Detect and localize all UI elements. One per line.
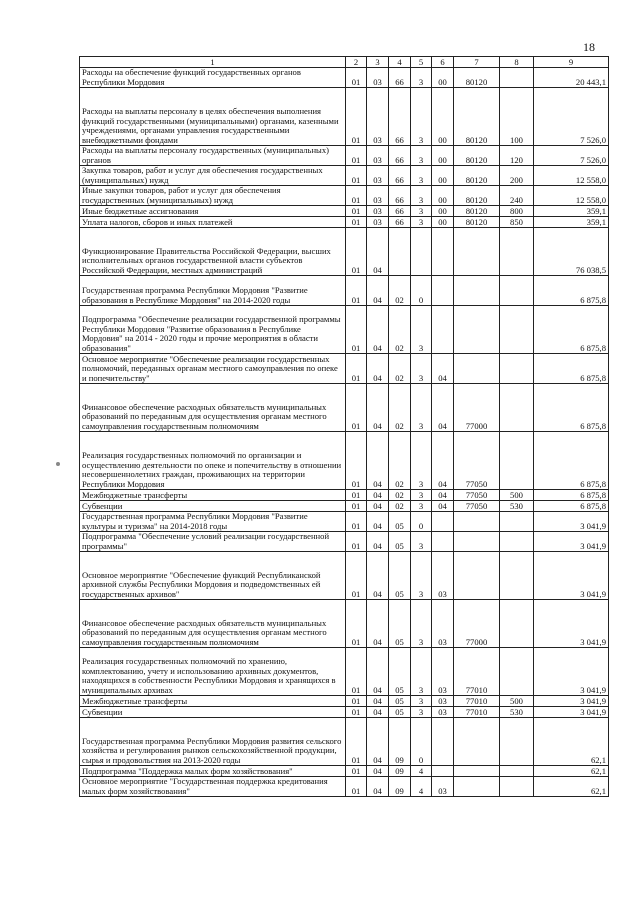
- program-code-cell: 66: [389, 146, 411, 166]
- activity-code-cell: [432, 276, 454, 306]
- program-code-cell: 66: [389, 206, 411, 217]
- row-name-cell: Иные закупки товаров, работ и услуг для обеспечения государственных (муниципальных) нужд: [80, 186, 346, 206]
- program-code-cell: 02: [389, 384, 411, 432]
- section-code-cell: 01: [346, 707, 367, 718]
- row-name-cell: Реализация государственных полномочий по хранению, комплектованию, учету и использованию архивных документов, находящихся в собственности Республики Мордовия и хранящихся в муниципальных архивах: [80, 648, 346, 696]
- subsection-code-cell: 04: [367, 432, 389, 490]
- subprogram-code-cell: 4: [411, 766, 432, 777]
- table-row: [80, 146, 609, 166]
- section-code-cell: 01: [346, 600, 367, 648]
- subprogram-code-cell: 3: [411, 501, 432, 512]
- activity-code-cell: 03: [432, 648, 454, 696]
- table-row: [80, 68, 609, 88]
- subsection-code-cell: 04: [367, 696, 389, 707]
- section-code-cell: 01: [346, 766, 367, 777]
- program-code-cell: 66: [389, 186, 411, 206]
- section-code-cell: 01: [346, 186, 367, 206]
- amount-cell: 62,1: [534, 766, 609, 777]
- expense-type-cell: 200: [500, 166, 534, 186]
- table-row: [80, 432, 609, 490]
- program-code-cell: 05: [389, 552, 411, 600]
- subprogram-code-cell: 3: [411, 600, 432, 648]
- section-code-cell: 01: [346, 166, 367, 186]
- direction-code-cell: 77010: [454, 696, 500, 707]
- activity-code-cell: 04: [432, 501, 454, 512]
- row-name-cell: Субвенции: [80, 501, 346, 512]
- amount-cell: 62,1: [534, 777, 609, 797]
- activity-code-cell: 03: [432, 552, 454, 600]
- table-row: [80, 777, 609, 797]
- expense-type-cell: [500, 306, 534, 354]
- table-row: [80, 490, 609, 501]
- subprogram-code-cell: 3: [411, 146, 432, 166]
- direction-code-cell: 80120: [454, 206, 500, 217]
- subsection-code-cell: 04: [367, 228, 389, 276]
- expense-type-cell: 850: [500, 217, 534, 228]
- subprogram-code-cell: 3: [411, 68, 432, 88]
- subprogram-code-cell: 3: [411, 490, 432, 501]
- subprogram-code-cell: 3: [411, 206, 432, 217]
- subprogram-code-cell: 0: [411, 276, 432, 306]
- activity-code-cell: 04: [432, 384, 454, 432]
- activity-code-cell: [432, 718, 454, 766]
- expense-type-cell: [500, 228, 534, 276]
- subprogram-code-cell: 3: [411, 696, 432, 707]
- row-name-cell: Основное мероприятие "Государственная поддержка кредитования малых форм хозяйствования": [80, 777, 346, 797]
- table-row: [80, 648, 609, 696]
- expense-type-cell: 530: [500, 501, 534, 512]
- subprogram-code-cell: 3: [411, 532, 432, 552]
- section-code-cell: 01: [346, 354, 367, 384]
- table-row: [80, 306, 609, 354]
- direction-code-cell: [454, 228, 500, 276]
- program-code-cell: 05: [389, 600, 411, 648]
- table-row: [80, 512, 609, 532]
- expense-type-cell: [500, 276, 534, 306]
- activity-code-cell: 00: [432, 88, 454, 146]
- expense-type-cell: [500, 532, 534, 552]
- subsection-code-cell: 04: [367, 512, 389, 532]
- table-row: [80, 88, 609, 146]
- row-name-cell: Расходы на выплаты персоналу в целях обеспечения выполнения функций государственными (муниципальными) органами, казенными учреждениями, органами управления государственными внебюджетными фондами: [80, 88, 346, 146]
- direction-code-cell: 77050: [454, 490, 500, 501]
- subsection-code-cell: 04: [367, 276, 389, 306]
- section-code-cell: 01: [346, 276, 367, 306]
- activity-code-cell: 00: [432, 186, 454, 206]
- program-code-cell: 02: [389, 354, 411, 384]
- amount-cell: 3 041,9: [534, 707, 609, 718]
- table-row: [80, 186, 609, 206]
- table-row: [80, 217, 609, 228]
- table-row: [80, 766, 609, 777]
- subprogram-code-cell: 3: [411, 648, 432, 696]
- subprogram-code-cell: 3: [411, 552, 432, 600]
- program-code-cell: 05: [389, 696, 411, 707]
- direction-code-cell: 77050: [454, 501, 500, 512]
- subprogram-code-cell: 3: [411, 432, 432, 490]
- section-code-cell: 01: [346, 68, 367, 88]
- activity-code-cell: 00: [432, 166, 454, 186]
- subprogram-code-cell: 3: [411, 166, 432, 186]
- expense-type-cell: [500, 718, 534, 766]
- table-row: [80, 166, 609, 186]
- subsection-code-cell: 04: [367, 354, 389, 384]
- activity-code-cell: [432, 512, 454, 532]
- section-code-cell: 01: [346, 306, 367, 354]
- section-code-cell: 01: [346, 432, 367, 490]
- row-name-cell: Государственная программа Республики Мордовия развития сельского хозяйства и регулирования рынков сельскохозяйственной продукции, сырья и продовольствия на 2013-2020 годы: [80, 718, 346, 766]
- program-code-cell: 66: [389, 217, 411, 228]
- budget-table: [79, 56, 609, 797]
- amount-cell: 7 526,0: [534, 146, 609, 166]
- section-code-cell: 01: [346, 648, 367, 696]
- table-row: [80, 696, 609, 707]
- subsection-code-cell: 03: [367, 88, 389, 146]
- row-name-cell: Государственная программа Республики Мордовия "Развитие культуры и туризма" на 2014-2018 годы: [80, 512, 346, 532]
- activity-code-cell: 03: [432, 777, 454, 797]
- row-name-cell: Закупка товаров, работ и услуг для обеспечения государственных (муниципальных) нужд: [80, 166, 346, 186]
- subsection-code-cell: 04: [367, 552, 389, 600]
- row-name-cell: Расходы на обеспечение функций государственных органов Республики Мордовия: [80, 68, 346, 88]
- subprogram-code-cell: [411, 228, 432, 276]
- table-row: [80, 718, 609, 766]
- row-name-cell: Реализация государственных полномочий по организации и осуществлению деятельности по опеке и попечительству в отношении несовершеннолетних граждан, проживающих на территории Республики Мордовия: [80, 432, 346, 490]
- expense-type-cell: 120: [500, 146, 534, 166]
- amount-cell: 6 875,8: [534, 432, 609, 490]
- activity-code-cell: 04: [432, 432, 454, 490]
- activity-code-cell: 03: [432, 707, 454, 718]
- subprogram-code-cell: 3: [411, 186, 432, 206]
- table-row: [80, 276, 609, 306]
- direction-code-cell: 80120: [454, 166, 500, 186]
- expense-type-cell: [500, 552, 534, 600]
- program-code-cell: 02: [389, 276, 411, 306]
- column-header-2: 2: [346, 57, 367, 68]
- subprogram-code-cell: 4: [411, 777, 432, 797]
- activity-code-cell: [432, 532, 454, 552]
- expense-type-cell: 800: [500, 206, 534, 217]
- table-row: [80, 552, 609, 600]
- subprogram-code-cell: 0: [411, 512, 432, 532]
- table-row: [80, 206, 609, 217]
- program-code-cell: 05: [389, 532, 411, 552]
- program-code-cell: 66: [389, 166, 411, 186]
- activity-code-cell: [432, 228, 454, 276]
- program-code-cell: 02: [389, 501, 411, 512]
- amount-cell: 3 041,9: [534, 512, 609, 532]
- section-code-cell: 01: [346, 146, 367, 166]
- column-header-5: 5: [411, 57, 432, 68]
- section-code-cell: 01: [346, 718, 367, 766]
- program-code-cell: 09: [389, 718, 411, 766]
- section-code-cell: 01: [346, 217, 367, 228]
- program-code-cell: 02: [389, 432, 411, 490]
- direction-code-cell: 77000: [454, 384, 500, 432]
- expense-type-cell: [500, 777, 534, 797]
- amount-cell: 7 526,0: [534, 88, 609, 146]
- expense-type-cell: [500, 766, 534, 777]
- row-name-cell: Подпрограмма "Обеспечение условий реализации государственной программы": [80, 532, 346, 552]
- column-header-8: 8: [500, 57, 534, 68]
- amount-cell: 12 558,0: [534, 186, 609, 206]
- table-row: [80, 501, 609, 512]
- amount-cell: 76 038,5: [534, 228, 609, 276]
- row-name-cell: Финансовое обеспечение расходных обязательств муниципальных образований по переданным для осуществления органам местного самоуправления государственным полномочиям: [80, 600, 346, 648]
- subsection-code-cell: 03: [367, 206, 389, 217]
- section-code-cell: 01: [346, 552, 367, 600]
- program-code-cell: 09: [389, 766, 411, 777]
- section-code-cell: 01: [346, 777, 367, 797]
- amount-cell: 6 875,8: [534, 384, 609, 432]
- row-name-cell: Уплата налогов, сборов и иных платежей: [80, 217, 346, 228]
- activity-code-cell: 04: [432, 354, 454, 384]
- section-code-cell: 01: [346, 696, 367, 707]
- table-row: [80, 600, 609, 648]
- subsection-code-cell: 04: [367, 718, 389, 766]
- amount-cell: 12 558,0: [534, 166, 609, 186]
- activity-code-cell: 00: [432, 217, 454, 228]
- subsection-code-cell: 04: [367, 532, 389, 552]
- column-header-7: 7: [454, 57, 500, 68]
- program-code-cell: 05: [389, 648, 411, 696]
- direction-code-cell: [454, 766, 500, 777]
- activity-code-cell: 00: [432, 206, 454, 217]
- amount-cell: 6 875,8: [534, 306, 609, 354]
- section-code-cell: 01: [346, 512, 367, 532]
- row-name-cell: Финансовое обеспечение расходных обязательств муниципальных образований по переданным для осуществления органам местного самоуправления государственным полномочиям: [80, 384, 346, 432]
- amount-cell: 6 875,8: [534, 490, 609, 501]
- direction-code-cell: [454, 354, 500, 384]
- section-code-cell: 01: [346, 532, 367, 552]
- section-code-cell: 01: [346, 490, 367, 501]
- amount-cell: 20 443,1: [534, 68, 609, 88]
- subsection-code-cell: 04: [367, 306, 389, 354]
- subsection-code-cell: 03: [367, 166, 389, 186]
- row-name-cell: Основное мероприятие "Обеспечение реализации государственных полномочий, переданных органам местного самоуправления по опеке и попечительству": [80, 354, 346, 384]
- activity-code-cell: [432, 306, 454, 354]
- column-header-4: 4: [389, 57, 411, 68]
- activity-code-cell: 00: [432, 68, 454, 88]
- direction-code-cell: [454, 552, 500, 600]
- direction-code-cell: 77010: [454, 648, 500, 696]
- row-name-cell: Подпрограмма "Обеспечение реализации государственной программы Республики Мордовия "Развитие образования в Республике Мордовия" на 2014 - 2020 годы и прочие мероприятия в области образования": [80, 306, 346, 354]
- row-name-cell: Межбюджетные трансферты: [80, 696, 346, 707]
- amount-cell: 3 041,9: [534, 648, 609, 696]
- subprogram-code-cell: 0: [411, 718, 432, 766]
- activity-code-cell: 03: [432, 600, 454, 648]
- column-header-3: 3: [367, 57, 389, 68]
- section-code-cell: 01: [346, 228, 367, 276]
- direction-code-cell: 77000: [454, 600, 500, 648]
- subsection-code-cell: 03: [367, 68, 389, 88]
- expense-type-cell: [500, 354, 534, 384]
- direction-code-cell: [454, 512, 500, 532]
- subprogram-code-cell: 3: [411, 88, 432, 146]
- expense-type-cell: 500: [500, 490, 534, 501]
- expense-type-cell: [500, 512, 534, 532]
- column-header-1: 1: [80, 57, 346, 68]
- row-name-cell: Подпрограмма "Поддержка малых форм хозяйствования": [80, 766, 346, 777]
- direction-code-cell: [454, 532, 500, 552]
- page-number: 18: [583, 40, 595, 54]
- row-name-cell: Расходы на выплаты персоналу государственных (муниципальных) органов: [80, 146, 346, 166]
- direction-code-cell: 80120: [454, 68, 500, 88]
- table-row: [80, 228, 609, 276]
- section-code-cell: 01: [346, 384, 367, 432]
- table-row: [80, 532, 609, 552]
- table-row: [80, 707, 609, 718]
- column-header-9: 9: [534, 57, 609, 68]
- amount-cell: 3 041,9: [534, 532, 609, 552]
- amount-cell: 62,1: [534, 718, 609, 766]
- table-row: [80, 354, 609, 384]
- expense-type-cell: [500, 384, 534, 432]
- direction-code-cell: 77010: [454, 707, 500, 718]
- subsection-code-cell: 03: [367, 186, 389, 206]
- margin-dot: [56, 462, 60, 466]
- direction-code-cell: 80120: [454, 186, 500, 206]
- expense-type-cell: [500, 68, 534, 88]
- direction-code-cell: [454, 276, 500, 306]
- row-name-cell: Межбюджетные трансферты: [80, 490, 346, 501]
- direction-code-cell: 77050: [454, 432, 500, 490]
- direction-code-cell: [454, 777, 500, 797]
- subprogram-code-cell: 3: [411, 306, 432, 354]
- direction-code-cell: [454, 306, 500, 354]
- expense-type-cell: [500, 600, 534, 648]
- section-code-cell: 01: [346, 206, 367, 217]
- program-code-cell: 66: [389, 68, 411, 88]
- row-name-cell: Иные бюджетные ассигнования: [80, 206, 346, 217]
- program-code-cell: 05: [389, 707, 411, 718]
- section-code-cell: 01: [346, 88, 367, 146]
- subsection-code-cell: 04: [367, 600, 389, 648]
- program-code-cell: [389, 228, 411, 276]
- program-code-cell: 02: [389, 306, 411, 354]
- subsection-code-cell: 04: [367, 384, 389, 432]
- row-name-cell: Функционирование Правительства Российской Федерации, высших исполнительных органов государственной власти субъектов Российской Федерации, местных администраций: [80, 228, 346, 276]
- subprogram-code-cell: 3: [411, 354, 432, 384]
- row-name-cell: Государственная программа Республики Мордовия "Развитие образования в Республике Мордовия" на 2014-2020 годы: [80, 276, 346, 306]
- expense-type-cell: 530: [500, 707, 534, 718]
- direction-code-cell: 80120: [454, 88, 500, 146]
- subsection-code-cell: 04: [367, 707, 389, 718]
- expense-type-cell: 500: [500, 696, 534, 707]
- subsection-code-cell: 04: [367, 766, 389, 777]
- amount-cell: 359,1: [534, 217, 609, 228]
- expense-type-cell: [500, 432, 534, 490]
- amount-cell: 3 041,9: [534, 600, 609, 648]
- header-row: [80, 57, 609, 68]
- expense-type-cell: [500, 648, 534, 696]
- table-row: [80, 384, 609, 432]
- amount-cell: 3 041,9: [534, 552, 609, 600]
- subsection-code-cell: 03: [367, 146, 389, 166]
- activity-code-cell: 03: [432, 696, 454, 707]
- activity-code-cell: 04: [432, 490, 454, 501]
- amount-cell: 359,1: [534, 206, 609, 217]
- activity-code-cell: [432, 766, 454, 777]
- program-code-cell: 05: [389, 512, 411, 532]
- program-code-cell: 02: [389, 490, 411, 501]
- program-code-cell: 09: [389, 777, 411, 797]
- subprogram-code-cell: 3: [411, 384, 432, 432]
- program-code-cell: 66: [389, 88, 411, 146]
- subsection-code-cell: 04: [367, 648, 389, 696]
- subprogram-code-cell: 3: [411, 707, 432, 718]
- direction-code-cell: 80120: [454, 217, 500, 228]
- amount-cell: 6 875,8: [534, 276, 609, 306]
- expense-type-cell: 240: [500, 186, 534, 206]
- table-body: [80, 68, 609, 797]
- amount-cell: 6 875,8: [534, 501, 609, 512]
- section-code-cell: 01: [346, 501, 367, 512]
- subsection-code-cell: 04: [367, 490, 389, 501]
- row-name-cell: Основное мероприятие "Обеспечение функций Республиканской архивной службы Республики Мордовия и подведомственных ей государственных архивов": [80, 552, 346, 600]
- direction-code-cell: [454, 718, 500, 766]
- row-name-cell: Субвенции: [80, 707, 346, 718]
- subsection-code-cell: 04: [367, 777, 389, 797]
- expense-type-cell: 100: [500, 88, 534, 146]
- subsection-code-cell: 03: [367, 217, 389, 228]
- subsection-code-cell: 04: [367, 501, 389, 512]
- activity-code-cell: 00: [432, 146, 454, 166]
- subprogram-code-cell: 3: [411, 217, 432, 228]
- direction-code-cell: 80120: [454, 146, 500, 166]
- amount-cell: 3 041,9: [534, 696, 609, 707]
- column-header-6: 6: [432, 57, 454, 68]
- amount-cell: 6 875,8: [534, 354, 609, 384]
